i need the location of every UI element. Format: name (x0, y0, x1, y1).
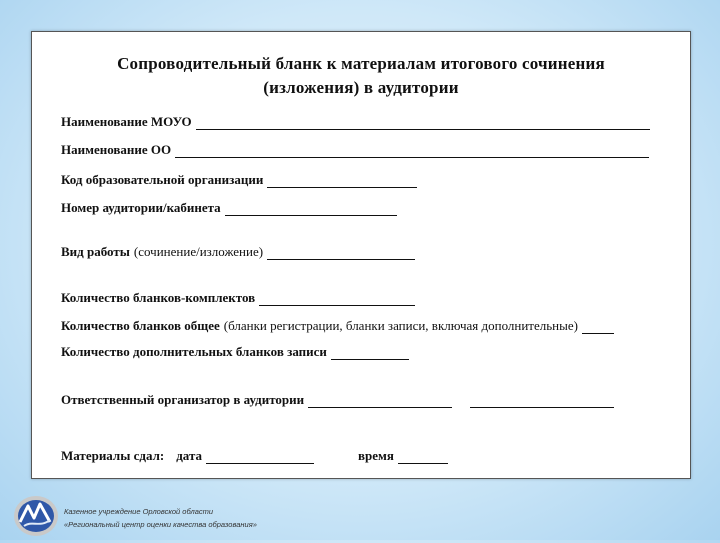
total-input-line[interactable] (582, 321, 614, 334)
org-code-label: Код образовательной организации (61, 172, 264, 187)
field-extra (61, 344, 409, 360)
mouo-input-line[interactable] (196, 117, 650, 130)
oo-input-line[interactable] (175, 145, 649, 158)
rcoko-logo (10, 492, 60, 538)
date-label: дата (176, 448, 202, 463)
work-type-hint: (сочинение/изложение) (133, 244, 264, 259)
extra-input-line[interactable] (331, 347, 409, 360)
footer-line2: «Региональный центр оценки качества образования» (64, 520, 257, 529)
work-type-label: Вид работы (61, 244, 130, 259)
organizer-label: Ответственный организатор в аудитории (61, 392, 305, 407)
field-org-code (61, 172, 417, 188)
org-code-input-line[interactable] (267, 175, 417, 188)
field-total (61, 318, 614, 334)
form-sheet (31, 31, 691, 479)
field-oo (61, 142, 649, 158)
kits-input-line[interactable] (259, 293, 415, 306)
organizer-signature-line[interactable] (470, 395, 614, 408)
form-title-line1: Сопроводительный бланк к материалам итогового сочинения (117, 54, 605, 73)
date-input-line[interactable] (206, 451, 314, 464)
extra-label: Количество дополнительных бланков записи (61, 344, 327, 359)
room-input-line[interactable] (225, 203, 397, 216)
field-kits (61, 290, 415, 306)
form-title-line2: (изложения) в аудитории (263, 78, 459, 97)
field-mouo (61, 114, 650, 130)
organizer-name-line[interactable] (308, 395, 452, 408)
oo-label: Наименование ОО (61, 142, 172, 157)
time-input-line[interactable] (398, 451, 448, 464)
field-handed (61, 448, 448, 464)
logo-emblem-icon (10, 492, 60, 538)
field-organizer (61, 392, 614, 408)
room-label: Номер аудитории/кабинета (61, 200, 221, 215)
mouo-label: Наименование МОУО (61, 114, 192, 129)
total-hint: (бланки регистрации, бланки записи, включая дополнительные) (223, 318, 578, 333)
footer-organization (64, 505, 257, 531)
handed-label: Материалы сдал: (61, 448, 165, 463)
footer-line1: Казенное учреждение Орловской области (64, 507, 214, 516)
time-label: время (358, 448, 394, 463)
field-room (61, 200, 397, 216)
total-label: Количество бланков общее (61, 318, 220, 333)
work-type-input-line[interactable] (267, 247, 415, 260)
kits-label: Количество бланков-комплектов (61, 290, 256, 305)
field-work-type (61, 244, 415, 260)
